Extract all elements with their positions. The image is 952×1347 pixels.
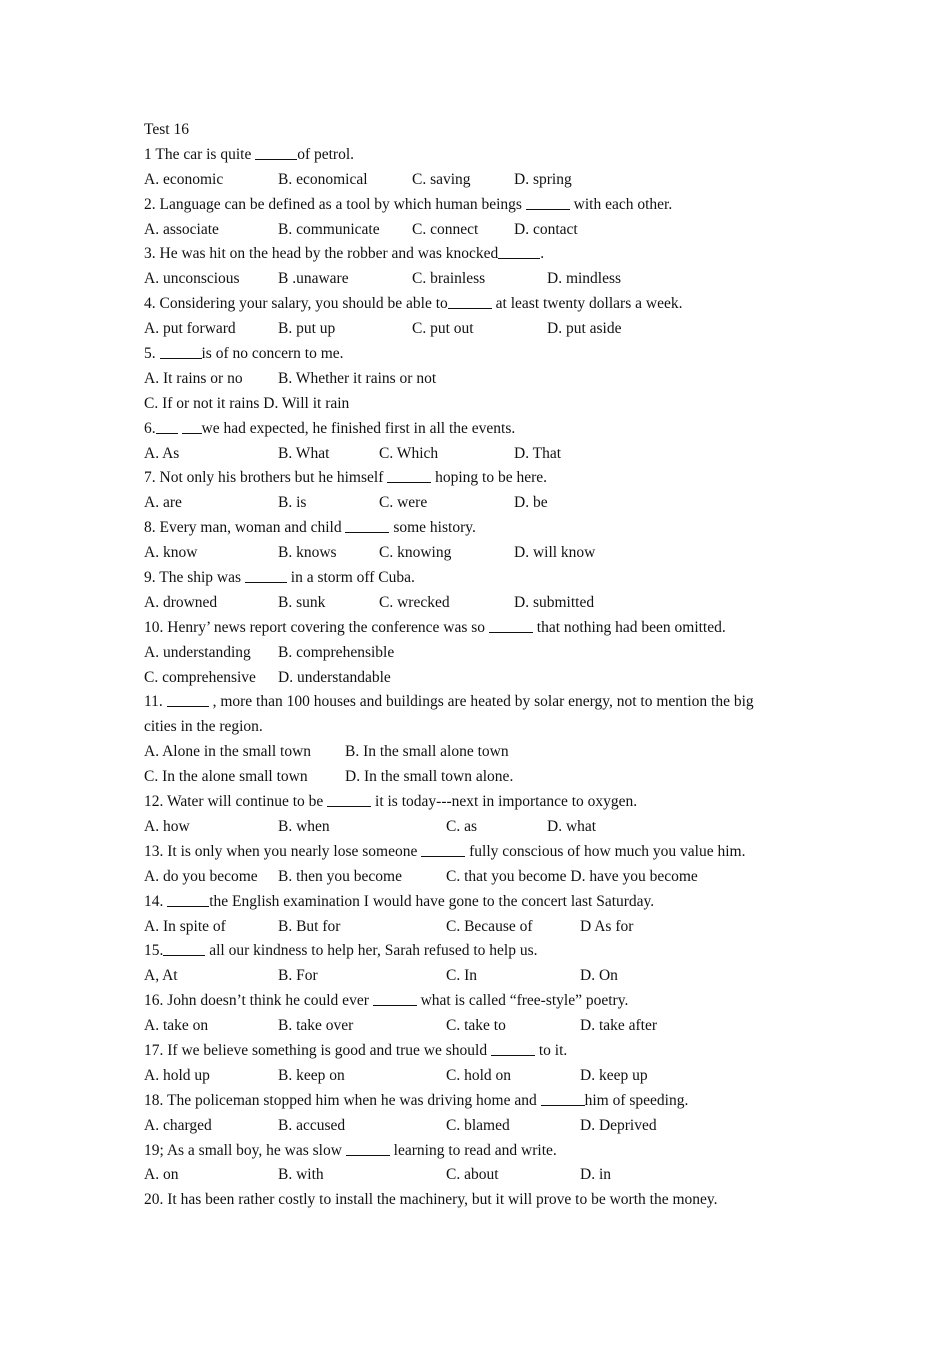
answer-option: B. communicate	[278, 220, 380, 238]
answer-option: D. understandable	[278, 668, 391, 686]
answer-option: D. spring	[514, 170, 572, 188]
answer-blank	[167, 692, 209, 707]
answer-option: A. associate	[144, 220, 219, 238]
question-line	[144, 466, 844, 491]
answer-option: C. connect	[412, 220, 479, 238]
answer-option: B. take over	[278, 1017, 354, 1035]
question-text: learning to read and write.	[389, 1141, 557, 1159]
question-text: to it.	[534, 1041, 568, 1059]
answer-option: A. It rains or no	[144, 369, 243, 387]
options-line	[144, 865, 844, 890]
answer-option: D. On	[580, 967, 618, 985]
answer-option: B. with	[278, 1166, 324, 1184]
options-line	[144, 1163, 844, 1188]
question-line	[144, 790, 844, 815]
answer-option: A. how	[144, 817, 190, 835]
question-text: 10. Henry’ news report covering the conference was so	[144, 618, 489, 636]
answer-option: D. mindless	[547, 270, 622, 288]
options-line	[144, 168, 844, 193]
answer-blank	[327, 792, 371, 807]
question-line	[144, 1039, 844, 1064]
answer-blank	[345, 518, 389, 533]
options-line	[144, 1064, 844, 1089]
answer-option: C. put out	[412, 320, 474, 338]
answer-option: D As for	[580, 917, 634, 935]
options-line	[144, 1114, 844, 1139]
answer-option: C. knowing	[379, 544, 452, 562]
answer-option: B. accused	[278, 1116, 346, 1134]
question-text: all our kindness to help her, Sarah refused to help us.	[205, 942, 538, 960]
answer-option: C. take to	[446, 1017, 506, 1035]
answer-option: B. keep on	[278, 1066, 345, 1084]
answer-option: B. For	[278, 967, 318, 985]
options-line	[144, 964, 844, 989]
answer-option: B. What	[278, 444, 330, 462]
answer-blank	[373, 991, 417, 1006]
answer-option: A. do you become	[144, 867, 258, 885]
question-text: what is called “free-style” poetry.	[416, 992, 629, 1010]
question-text: with each other.	[569, 195, 673, 213]
answer-blank	[163, 941, 205, 956]
answer-option: C. blamed	[446, 1116, 510, 1134]
question-text: 6.	[144, 419, 156, 437]
options-line	[144, 666, 844, 691]
answer-option: C. about	[446, 1166, 499, 1184]
answer-blank	[448, 294, 492, 309]
question-text: 16. John doesn’t think he could ever	[144, 992, 373, 1010]
answer-option: B. comprehensible	[278, 643, 395, 661]
answer-option: D. will know	[514, 544, 596, 562]
question-line	[144, 840, 844, 865]
question-text: 1 The car is quite	[144, 145, 256, 163]
answer-blank	[421, 842, 465, 857]
answer-option: A. charged	[144, 1116, 212, 1134]
answer-option: A. know	[144, 544, 198, 562]
options-line	[144, 218, 844, 243]
answer-option: D. That	[514, 444, 562, 462]
answer-option: D. In the small town alone.	[345, 768, 514, 786]
answer-option: B. Whether it rains or not	[278, 369, 437, 387]
question-text: fully conscious of how much you value him.	[465, 842, 746, 860]
options-line	[144, 815, 844, 840]
options-line	[144, 442, 844, 467]
question-text: 4. Considering your salary, you should be able to	[144, 295, 448, 313]
answer-option: D. be	[514, 494, 548, 512]
answer-option: C. Because of	[446, 917, 533, 935]
answer-option: B. then you become	[278, 867, 402, 885]
question-text: cities in the region.	[144, 718, 263, 736]
options-line	[144, 491, 844, 516]
question-text: 13. It is only when you nearly lose someone	[144, 842, 422, 860]
question-line	[144, 715, 844, 740]
answer-option: A. take on	[144, 1017, 209, 1035]
answer-option: B. But for	[278, 917, 341, 935]
answer-option: C. were	[379, 494, 428, 512]
answer-option: B. economical	[278, 170, 368, 188]
question-text: 9. The ship was	[144, 569, 245, 587]
question-line	[144, 292, 844, 317]
question-list	[144, 143, 844, 1213]
answer-blank	[245, 568, 287, 583]
question-text: 19; As a small boy, he was slow	[144, 1141, 346, 1159]
question-text: 7. Not only his brothers but he himself	[144, 469, 388, 487]
question-text: 18. The policeman stopped him when he was driving home and	[144, 1091, 541, 1109]
question-text: 5.	[144, 345, 160, 363]
answer-option: C. that you become D. have you become	[446, 867, 698, 885]
options-line	[144, 367, 844, 392]
answer-blank	[491, 1041, 535, 1056]
answer-option: C. as	[446, 817, 477, 835]
answer-option: A. In spite of	[144, 917, 226, 935]
answer-option: A. understanding	[144, 643, 251, 661]
question-line	[144, 342, 844, 367]
answer-option: B. sunk	[278, 593, 326, 611]
answer-option: B. put up	[278, 320, 336, 338]
options-line	[144, 392, 844, 417]
answer-option: D. keep up	[580, 1066, 648, 1084]
answer-option: A. hold up	[144, 1066, 210, 1084]
question-text: in a storm off Cuba.	[286, 569, 415, 587]
question-line	[144, 616, 844, 641]
question-line	[144, 143, 844, 168]
answer-option: C. saving	[412, 170, 471, 188]
question-line	[144, 890, 844, 915]
answer-option: C. In the alone small town	[144, 768, 308, 786]
question-line	[144, 1188, 844, 1213]
question-text: some history.	[389, 519, 476, 537]
answer-blank	[346, 1141, 390, 1156]
options-line	[144, 317, 844, 342]
answer-blank	[167, 892, 209, 907]
answer-option: C. In	[446, 967, 477, 985]
answer-option: B .unaware	[278, 270, 349, 288]
question-text: we had expected, he finished first in all the events.	[201, 419, 516, 437]
question-line	[144, 939, 844, 964]
question-line	[144, 1089, 844, 1114]
answer-option: D. take after	[580, 1017, 658, 1035]
question-text: him of speeding.	[584, 1091, 689, 1109]
question-text: 11.	[144, 693, 167, 711]
answer-option: C. comprehensive	[144, 668, 256, 686]
answer-blank	[156, 419, 178, 434]
question-text: 12. Water will continue to be	[144, 793, 328, 811]
question-line	[144, 516, 844, 541]
answer-option: A. Alone in the small town	[144, 743, 312, 761]
question-text: 15.	[144, 942, 164, 960]
answer-option: A. economic	[144, 170, 224, 188]
question-text: .	[540, 245, 545, 263]
answer-option: C. If or not it rains D. Will it rain	[144, 394, 350, 412]
question-line	[144, 690, 844, 715]
answer-blank	[489, 618, 533, 633]
answer-blank	[526, 195, 570, 210]
answer-blank	[160, 344, 202, 359]
question-line	[144, 989, 844, 1014]
answer-option: D. submitted	[514, 593, 595, 611]
answer-option: B. when	[278, 817, 330, 835]
answer-option: D. contact	[514, 220, 578, 238]
question-text: hoping to be here.	[431, 469, 548, 487]
answer-option: C. Which	[379, 444, 439, 462]
options-line	[144, 541, 844, 566]
answer-blank	[498, 244, 540, 259]
options-line	[144, 1014, 844, 1039]
answer-option: A, At	[144, 967, 178, 985]
answer-blank	[387, 468, 431, 483]
answer-blank	[541, 1091, 585, 1106]
question-text: 2. Language can be defined as a tool by which human beings	[144, 195, 526, 213]
answer-option: D. what	[547, 817, 597, 835]
answer-option: A. As	[144, 444, 180, 462]
answer-option: D. put aside	[547, 320, 622, 338]
question-text: it is today---next in importance to oxygen.	[371, 793, 638, 811]
question-line	[144, 242, 844, 267]
answer-option: C. brainless	[412, 270, 486, 288]
answer-option: A. are	[144, 494, 182, 512]
question-text: 14.	[144, 892, 168, 910]
test-content	[144, 118, 844, 1213]
answer-option: D. in	[580, 1166, 611, 1184]
question-line	[144, 1139, 844, 1164]
question-text: 17. If we believe something is good and true we should	[144, 1041, 491, 1059]
answer-option: D. Deprived	[580, 1116, 657, 1134]
question-text: the English examination I would have gone to the concert last Saturday.	[209, 892, 655, 910]
question-line	[144, 566, 844, 591]
options-line	[144, 740, 844, 765]
options-line	[144, 267, 844, 292]
answer-blank	[255, 145, 297, 160]
answer-option: B. knows	[278, 544, 337, 562]
answer-option: A. unconscious	[144, 270, 240, 288]
answer-option: C. wrecked	[379, 593, 450, 611]
options-line	[144, 765, 844, 790]
question-text: is of no concern to me.	[201, 345, 344, 363]
options-line	[144, 591, 844, 616]
question-text: 8. Every man, woman and child	[144, 519, 346, 537]
question-line	[144, 417, 844, 442]
test-title: Test 16	[144, 121, 189, 138]
options-line	[144, 915, 844, 940]
answer-option: A. drowned	[144, 593, 218, 611]
answer-option: B. is	[278, 494, 307, 512]
answer-option: C. hold on	[446, 1066, 512, 1084]
question-text: 3. He was hit on the head by the robber and was knocked	[144, 245, 499, 263]
answer-option: A. put forward	[144, 320, 236, 338]
question-line	[144, 193, 844, 218]
question-text: at least twenty dollars a week.	[491, 295, 683, 313]
question-text: 20. It has been rather costly to install the machinery, but it will prove to be worth the money.	[144, 1191, 718, 1209]
question-text: that nothing had been omitted.	[532, 618, 726, 636]
options-line	[144, 641, 844, 666]
answer-option: B. In the small alone town	[345, 743, 509, 761]
answer-option: A. on	[144, 1166, 179, 1184]
answer-blank	[182, 419, 202, 434]
question-text: , more than 100 houses and buildings are heated by solar energy, not to mention the big	[208, 693, 754, 711]
question-text: of petrol.	[297, 145, 355, 163]
